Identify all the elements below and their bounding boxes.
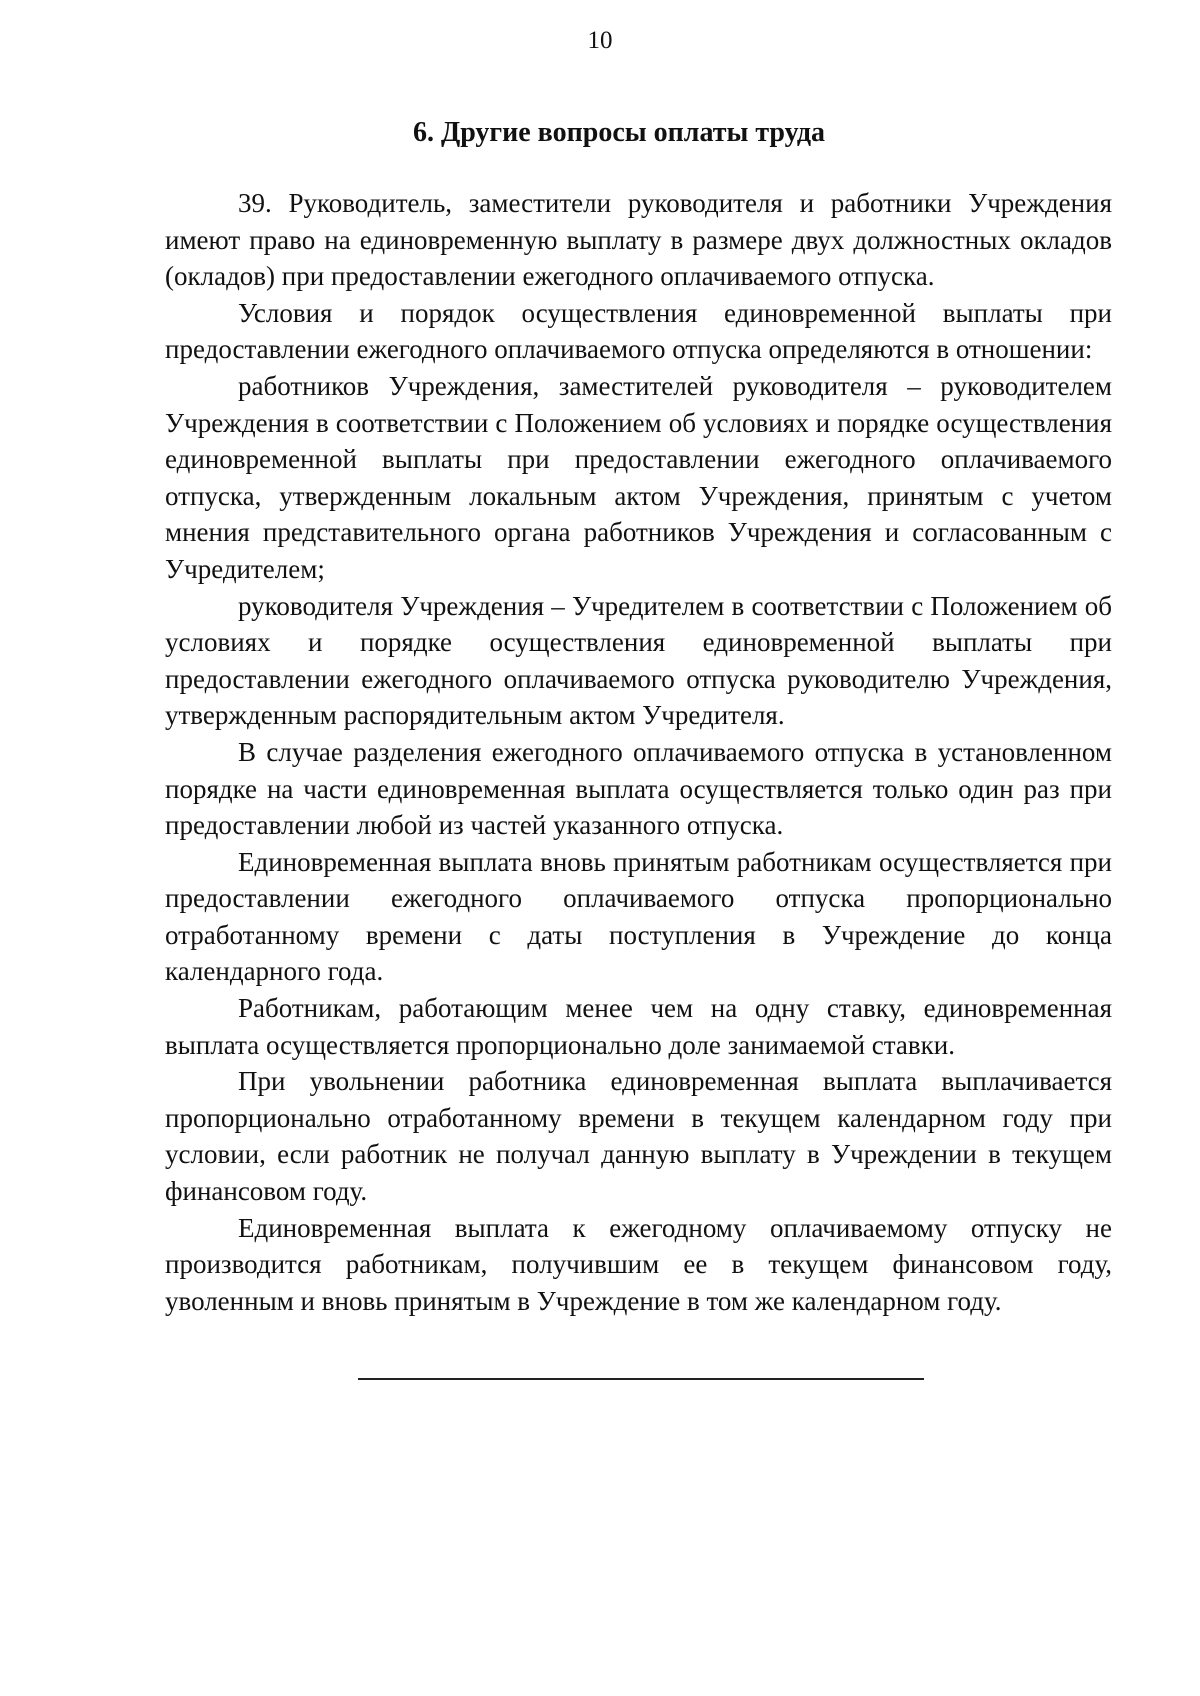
paragraph-conditions: Условия и порядок осуществления единовременной выплаты при предоставлении ежегодного оплачиваемого отпуска определяются в отношении:: [165, 297, 1112, 365]
paragraph-new-employees: Единовременная выплата вновь принятым работникам осуществляется при предоставлении ежегодного оплачиваемого отпуска пропорционально отработанному времени с даты поступления в Учреждение до конца календарного года.: [165, 846, 1112, 987]
document-body: [165, 185, 1112, 1319]
paragraph-not-paid: Единовременная выплата к ежегодному оплачиваемому отпуску не производится работникам, получившим ее в текущем финансовом году, уволенным и вновь принятым в Учреждение в том же календарном году.: [165, 1212, 1112, 1316]
paragraph-head: руководителя Учреждения – Учредителем в соответствии с Положением об условиях и порядке осуществления единовременной выплаты при предоставлении ежегодного оплачиваемого отпуска руководителю Учреждения, утвержденным распорядительным актом Учредителя.: [165, 590, 1112, 731]
paragraph-employees: работников Учреждения, заместителей руководителя – руководителем Учреждения в соответствии с Положением об условиях и порядке осуществления единовременной выплаты при предоставлении ежегодного оплачиваемого отпуска, утвержденным локальным актом Учреждения, принятым с учетом мнения представительного органа работников Учреждения и согласованным с Учредителем;: [165, 370, 1112, 584]
paragraph-dismissal: При увольнении работника единовременная выплата выплачивается пропорционально отработанному времени в текущем календарном году при условии, если работник не получал данную выплату в Учреждении в текущем финансовом году.: [165, 1066, 1112, 1207]
paragraph-part-time: Работникам, работающим менее чем на одну ставку, единовременная выплата осуществляется пропорционально доле занимаемой ставки.: [165, 993, 1112, 1060]
paragraph-39: 39. Руководитель, заместители руководителя и работники Учреждения имеют право на единовременную выплату в размере двух должностных окладов (окладов) при предоставлении ежегодного оплачиваемого отпуска.: [165, 188, 1112, 292]
page-number: 10: [587, 27, 613, 54]
section-title: 6. Другие вопросы оплаты труда: [412, 117, 826, 148]
paragraph-split-leave: В случае разделения ежегодного оплачиваемого отпуска в установленном порядке на части единовременная выплата осуществляется только один раз при предоставлении любой из частей указанного отпуска.: [165, 736, 1112, 841]
closing-rule: [358, 1378, 924, 1380]
